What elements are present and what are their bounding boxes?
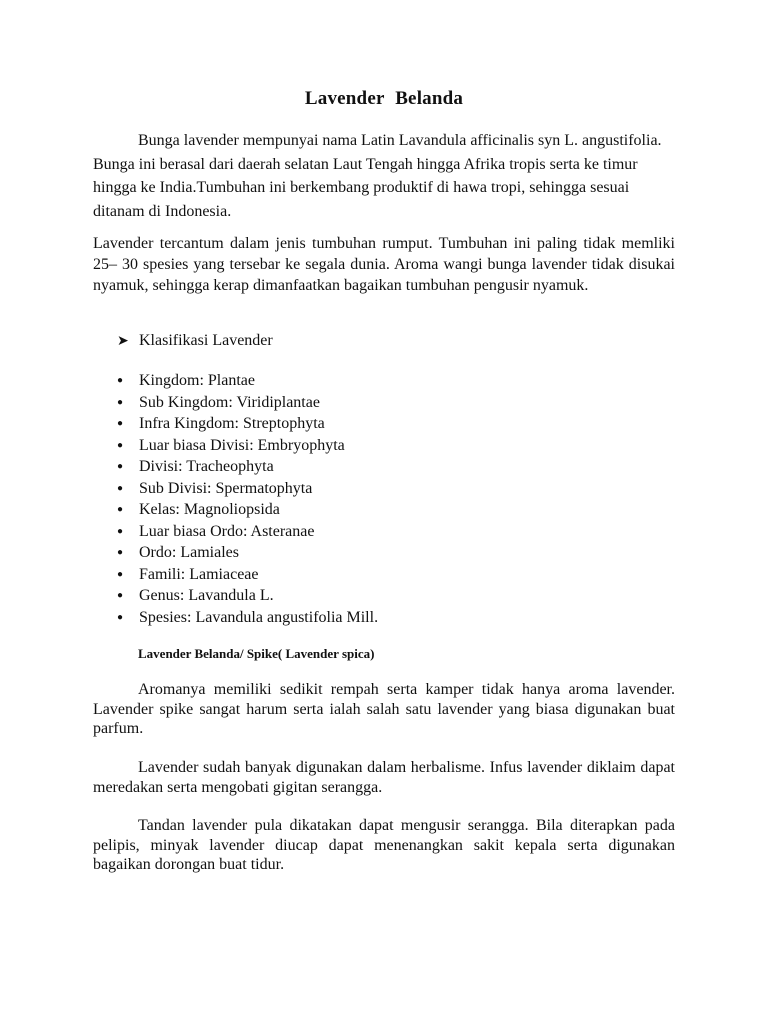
list-item-text: Luar biasa Ordo: Asteranae <box>139 522 315 540</box>
bullet-dot-icon: ● <box>117 375 124 386</box>
list-item-text: Divisi: Tracheophyta <box>139 458 274 475</box>
bullet-dot-icon: ● <box>117 461 124 472</box>
paragraph-5 <box>93 816 675 875</box>
list-item <box>117 564 378 586</box>
paragraph-3 <box>93 680 675 739</box>
bullet-dot-icon: ● <box>117 418 124 429</box>
list-item <box>117 521 378 543</box>
section-subheading: Lavender Belanda/ Spike( Lavender spica) <box>138 646 375 661</box>
list-item <box>117 607 378 629</box>
bullet-dot-icon: ● <box>117 482 124 494</box>
list-item <box>117 542 378 564</box>
paragraph-3-text: Aromanya memiliki sedikit rempah serta kamper tidak hanya aroma lavender. Lavender spike sangat harum serta ialah salah satu lavender yang biasa digunakan buat parfum. <box>93 681 675 737</box>
bullet-dot-icon: ● <box>117 611 124 623</box>
list-item <box>117 585 378 607</box>
bullet-dot-icon: ● <box>117 590 124 601</box>
bullet-dot-icon: ● <box>117 504 124 515</box>
bullet-dot-icon: ● <box>117 396 124 408</box>
intro-text: Bunga lavender mempunyai nama Latin Lavandula afficinalis syn L. angustifolia. Bunga ini berasal dari daerah selatan Laut Tengah hingga Afrika tropis serta ke timur hingga ke India.Tumbuhan ini berkembang produktif di hawa tropi, sehingga sesuai ditanam di Indonesia. <box>93 132 662 220</box>
paragraph-4 <box>93 758 675 797</box>
classification-heading <box>117 330 273 353</box>
list-item-text: Infra Kingdom: Streptophyta <box>139 415 325 432</box>
bullet-dot-icon: ● <box>117 568 124 580</box>
paragraph-4-text: Lavender sudah banyak digunakan dalam herbalisme. Infus lavender diklaim dapat meredakan serta mengobati gigitan serangga. <box>93 759 675 796</box>
list-item-text: Sub Divisi: Spermatophyta <box>139 479 313 497</box>
paragraph-2: Lavender tercantum dalam jenis tumbuhan rumput. Tumbuhan ini paling tidak memliki 25– 30 spesies yang tersebar ke segala dunia. Aroma wangi bunga lavender tidak disukai nyamuk, sehingga kerap dimanfaatkan bagaikan tumbuhan pengusir nyamuk. <box>93 235 675 294</box>
list-item <box>117 499 378 521</box>
bullet-dot-icon: ● <box>117 547 124 558</box>
classification-list <box>117 370 378 628</box>
list-item-text: Ordo: Lamiales <box>139 544 239 561</box>
list-item-text: Kingdom: Plantae <box>139 372 255 389</box>
classification-heading-text: Klasifikasi Lavender <box>139 332 273 349</box>
list-item-text: Spesies: Lavandula angustifolia Mill. <box>139 608 379 626</box>
paragraph-5-text: Tandan lavender pula dikatakan dapat mengusir serangga. Bila diterapkan pada pelipis, minyak lavender diucap dapat menenangkan sakit kepala serta digunakan bagaikan dorongan buat tidur. <box>93 817 675 873</box>
intro-paragraph <box>93 129 675 223</box>
list-item-text: Kelas: Magnoliopsida <box>139 501 280 518</box>
list-item-text: Genus: Lavandula L. <box>139 587 274 604</box>
page-title: Lavender Belanda <box>304 88 464 109</box>
list-item <box>117 413 378 435</box>
list-item-text: Sub Kingdom: Viridiplantae <box>139 393 320 411</box>
list-item <box>117 478 378 500</box>
bullet-dot-icon: ● <box>117 439 124 451</box>
list-item <box>117 392 378 414</box>
bullet-dot-icon: ● <box>117 525 124 537</box>
list-item-text: Famili: Lamiaceae <box>139 565 259 583</box>
list-item <box>117 435 378 457</box>
arrow-bullet-icon: ➤ <box>117 334 129 349</box>
list-item-text: Luar biasa Divisi: Embryophyta <box>139 436 345 454</box>
list-item <box>117 456 378 478</box>
list-item <box>117 370 378 392</box>
